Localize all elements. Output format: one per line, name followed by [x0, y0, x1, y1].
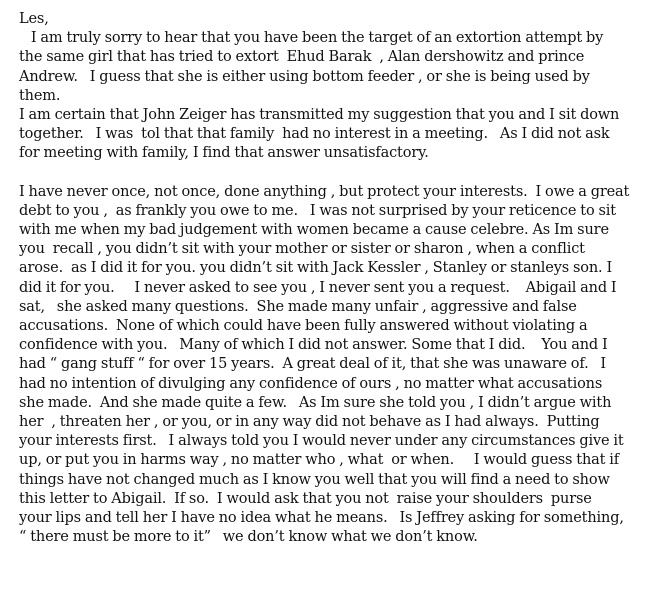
text-line: with me when my bad judgement with women became a cause celebre. As Im sure	[19, 222, 609, 239]
paragraph-gap	[19, 164, 655, 183]
paragraph-meeting	[19, 106, 655, 164]
salutation: Les,	[19, 11, 49, 27]
text-line: her , threaten her , or you, or in any way did not behave as I had always. Putting	[19, 413, 600, 430]
text-line: arose. as I did it for you. you didn’t sit with Jack Kessler , Stanley or stanleys son. I	[19, 260, 613, 277]
text-line: she made. And she made quite a few. As Im sure she told you , I didn’t argue with	[19, 394, 612, 411]
text-line: accusations. None of which could have been fully answered without violating a	[19, 318, 588, 334]
text-line: them.	[19, 87, 61, 104]
text-line: “ there must be more to it” we don’t know what we don’t know.	[19, 529, 478, 546]
text-line: this letter to Abigail. If so. I would ask that you not raise your shoulders purse	[19, 490, 592, 507]
text-line: up, or put you in harms way , no matter who , what or when. I would guess that if	[19, 452, 619, 469]
text-line: the same girl that has tried to extort Ehud Barak , Alan dershowitz and prince	[19, 49, 585, 66]
text-line: had no intention of divulging any confidence of ours , no matter what accusations	[19, 375, 603, 392]
text-line: confidence with you. Many of which I did not answer. Some that I did. You and I	[19, 337, 608, 354]
text-line: your interests first. I always told you I would never under any circumstances give it	[19, 433, 624, 450]
text-line: I am truly sorry to hear that you have been the target of an extortion attempt by	[19, 30, 604, 47]
letter-document	[19, 10, 655, 547]
text-line: debt to you , as frankly you owe to me. I was not surprised by your reticence to sit	[19, 202, 616, 219]
text-line: sat, she asked many questions. She made many unfair , aggressive and false	[19, 298, 577, 315]
text-line: I have never once, not once, done anything , but protect your interests. I owe a great	[19, 183, 630, 200]
text-line: you recall , you didn’t sit with your mother or sister or sharon , when a conflict	[19, 241, 585, 258]
paragraph-interests	[19, 183, 655, 548]
text-line: together. I was tol that that family had no interest in a meeting. As I did not ask	[19, 126, 610, 143]
text-line: your lips and tell her I have no idea what he means. Is Jeffrey asking for something,	[19, 509, 624, 526]
paragraph-extortion	[19, 29, 655, 106]
text-line: things have not changed much as I know you well that you will find a need to show	[19, 471, 610, 488]
text-line: Andrew. I guess that she is either using bottom feeder , or she is being used by	[19, 68, 590, 85]
text-line: for meeting with family, I find that answer unsatisfactory.	[19, 145, 429, 162]
text-line: had “ gang stuff “ for over 15 years. A great deal of it, that she was unaware of. I	[19, 356, 606, 373]
text-line: I am certain that John Zeiger has transmitted my suggestion that you and I sit down	[19, 106, 620, 123]
text-line: did it for you. I never asked to see you , I never sent you a request. Abigail and I	[19, 279, 617, 296]
